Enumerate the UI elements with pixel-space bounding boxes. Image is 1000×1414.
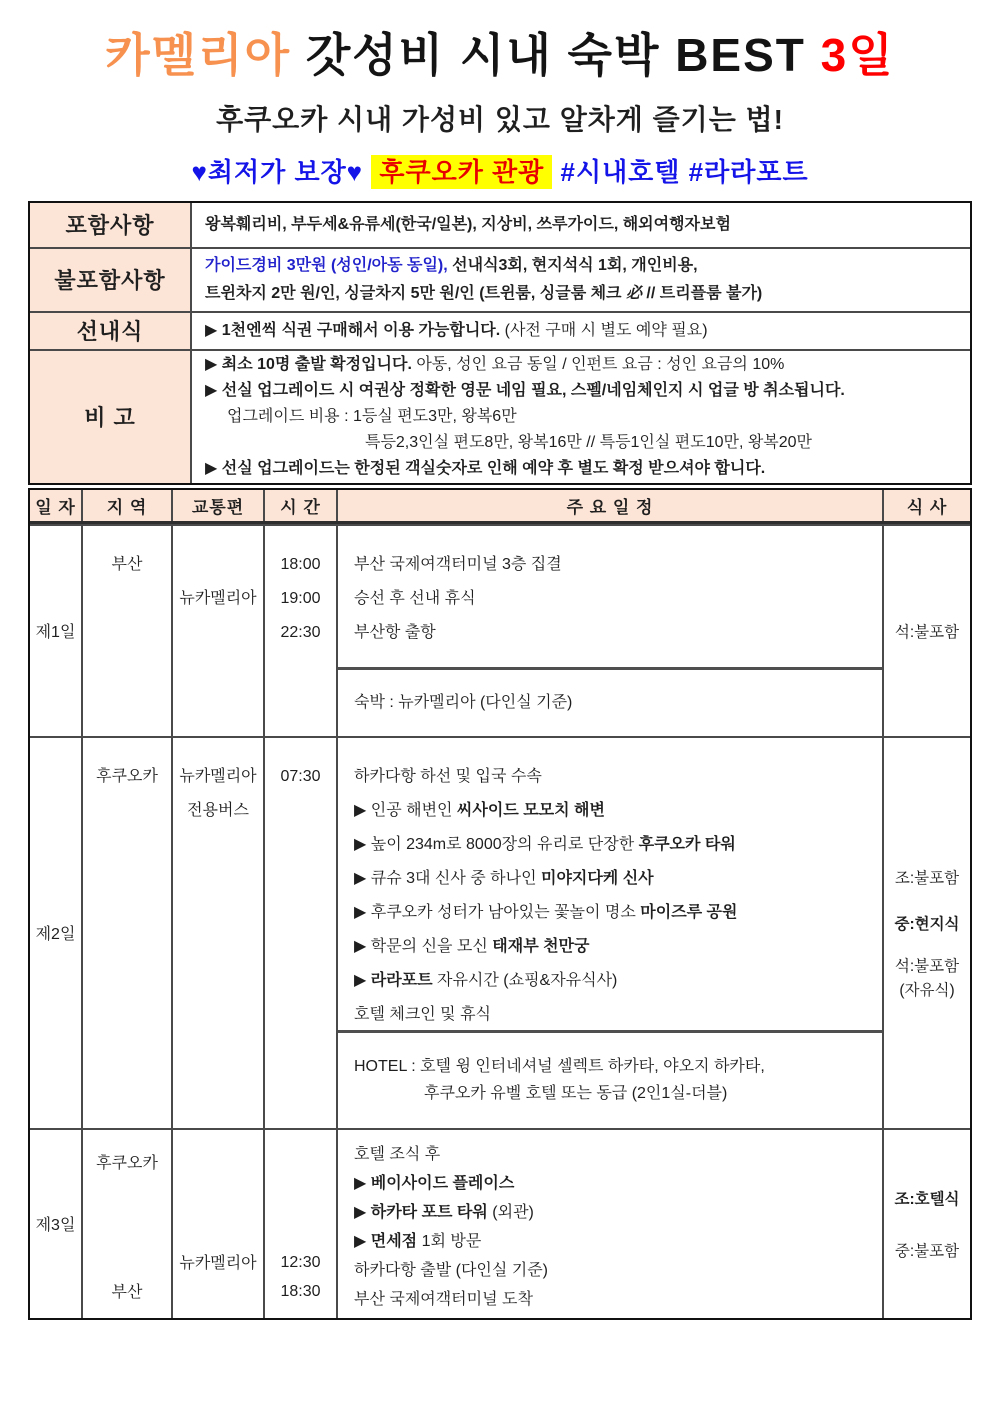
text-segment: 특등2,3인실 편도8만, 왕복16만 // 특등1인실 편도10만, 왕복20만 (365, 433, 813, 451)
info-line (205, 430, 960, 456)
text-segment: 부산 국제여객터미널 3층 집결 (354, 555, 562, 573)
schedule-line (354, 582, 882, 616)
info-line (205, 352, 960, 378)
info-line (205, 378, 960, 404)
region-cell (83, 738, 173, 1128)
schedule-line (354, 930, 882, 964)
schedule-line (354, 998, 882, 1032)
itinerary-header-row (30, 490, 970, 524)
text-segment: ▶ 인공 해변인 (354, 801, 457, 819)
time-cell (265, 526, 338, 736)
info-row-included (30, 203, 970, 249)
text-segment: 업그레이드 비용 : 1등실 편도3만, 왕복6만 (227, 407, 517, 425)
schedule-line (354, 794, 882, 828)
text-segment: ▶ 높이 234m로 8000장의 유리로 단장한 (354, 835, 639, 853)
transport-label: 뉴카멜리아 (179, 589, 257, 607)
text-segment: ▶ 1천엔씩 식권 구매해서 이용 가능합니다. (205, 321, 501, 339)
region-label: 부산 (111, 555, 143, 573)
itinerary-table (28, 488, 972, 1320)
lodging-block (338, 1030, 882, 1128)
schedule-line (354, 1169, 882, 1198)
time-label: 12:30 (280, 1253, 321, 1271)
text-segment: 카멜리아 (105, 29, 306, 81)
text-segment: ▶ (354, 1174, 371, 1192)
schedule-line (354, 1285, 882, 1314)
day-label: 제3일 (35, 1217, 76, 1235)
text-segment: ▶ 큐슈 3대 신사 중 하나인 (354, 869, 541, 887)
text-segment: 왕복훼리비, 부두세&유류세(한국/일본), 지상비, 쓰루가이드, 해외여행자보험 (205, 215, 731, 233)
text-segment: HOTEL : 호텔 윙 인터네셔널 셀렉트 하카타, 야오지 하카타, (354, 1058, 765, 1076)
schedule-line (354, 1140, 882, 1169)
schedule-block (338, 738, 882, 1030)
text-segment: ▶ (354, 1203, 371, 1221)
tagline (0, 152, 1000, 189)
info-row-onboard-meal (30, 313, 970, 351)
schedule-line (354, 862, 882, 896)
lodging-line (354, 689, 882, 716)
day-row-2 (30, 736, 970, 1128)
schedule-cell (338, 1130, 884, 1318)
schedule-line (354, 760, 882, 794)
meal-label (894, 1187, 959, 1209)
text-segment: // 트리플룸 불가) (641, 284, 763, 302)
schedule-cell (338, 738, 884, 1128)
schedule-line (354, 548, 882, 582)
text-segment: 호텔 조식 후 (354, 1145, 441, 1163)
text-segment: 자유시간 (쇼핑&자유식사) (432, 971, 618, 989)
text-segment: 면세점 (370, 1232, 418, 1250)
text-segment: 후쿠오카 타워 (638, 835, 736, 853)
schedule-block (338, 1130, 882, 1314)
text-segment: ▶ 선실 업그레이드 시 여권상 정확한 영문 네임 필요, 스펠/네임체인지 시 업글 방 취소됩니다. (205, 381, 845, 399)
transport-label: 뉴카멜리아 (179, 767, 257, 785)
meal-cell (884, 738, 970, 1128)
text-segment: 석:불포함 (894, 623, 960, 641)
time-label: 22:30 (280, 623, 321, 641)
schedule-cell (338, 526, 884, 736)
text-segment: 호텔 체크인 및 휴식 (354, 1005, 491, 1023)
text-segment: 부산 국제여객터미널 도착 (354, 1290, 533, 1308)
lodging-line (354, 1053, 882, 1080)
header-cell-schedule: 주 요 일 정 (338, 490, 884, 521)
text-segment: 조:불포함 (894, 869, 960, 887)
text-segment: 1회 방문 (417, 1232, 482, 1250)
info-line (205, 456, 960, 482)
schedule-block (338, 526, 882, 667)
transport-cell (173, 1130, 265, 1318)
text-segment: 중:불포함 (894, 1242, 960, 1260)
header-cell-region: 지 역 (83, 490, 173, 521)
text-segment: 트윈차지 2만 원/인, 싱글차지 5만 원/인 (트윈룸, 싱글룸 체크 (205, 284, 626, 302)
transport-label: 뉴카멜리아 (179, 1254, 257, 1272)
text-segment: 후쿠오카 관광 (371, 155, 552, 189)
meal-cell (884, 526, 970, 736)
schedule-line (354, 1227, 882, 1256)
meal-label (895, 620, 959, 642)
transport-label: 전용버스 (187, 801, 249, 819)
info-label: 불포함사항 (30, 249, 192, 311)
text-segment: 태재부 천만궁 (492, 937, 590, 955)
day-label-cell (30, 738, 83, 1128)
text-segment: 가이드경비 3만원 (성인/아동 동일), (205, 256, 448, 274)
region-label: 후쿠오카 (96, 767, 158, 785)
meal-label (895, 866, 959, 888)
meal-label (899, 978, 954, 1000)
text-segment: 하카다항 출발 (다인실 기준) (354, 1261, 549, 1279)
text-segment: 3일 (820, 29, 895, 81)
day-row-3 (30, 1128, 970, 1318)
schedule-line (354, 616, 882, 650)
schedule-line (354, 1198, 882, 1227)
page-title (0, 26, 1000, 86)
meal-label (895, 954, 959, 976)
text-segment: ▶ 최소 10명 출발 확정입니다. (205, 355, 412, 373)
page-subtitle: 후쿠오카 시내 가성비 있고 알차게 즐기는 법! (216, 103, 784, 135)
info-label: 포함사항 (30, 203, 192, 247)
info-content (192, 351, 970, 483)
day-label-cell (30, 526, 83, 736)
text-segment: 선내식3회, 현지석식 1회, 개인비용, (447, 256, 698, 274)
time-label: 07:30 (280, 767, 321, 785)
text-segment: (외관) (487, 1203, 534, 1221)
info-label: 비 고 (30, 351, 192, 483)
text-segment: ♥최저가 보장♥ (191, 156, 372, 187)
transport-cell (173, 526, 265, 736)
region-label: 후쿠오카 (96, 1154, 158, 1172)
text-segment: ▶ 후쿠오카 성터가 남아있는 꽃놀이 명소 (354, 903, 641, 921)
time-label: 18:00 (280, 555, 321, 573)
time-label: 19:00 (280, 589, 321, 607)
time-cell (265, 1130, 338, 1318)
region-cell (83, 1130, 173, 1318)
text-segment: 베이사이드 플레이스 (370, 1174, 515, 1192)
info-content (192, 313, 970, 349)
region-cell (83, 526, 173, 736)
header-cell-meal: 식 사 (906, 497, 948, 517)
meal-label (894, 912, 959, 934)
text-segment: 미야지다케 신사 (540, 869, 654, 887)
time-cell (265, 738, 338, 1128)
text-segment: 승선 후 선내 휴식 (354, 589, 476, 607)
text-segment: 라라포트 (370, 971, 433, 989)
text-segment: (자유식) (899, 981, 955, 999)
text-segment: 하카다항 하선 및 입국 수속 (354, 767, 542, 785)
text-segment: 마이즈루 공원 (640, 903, 738, 921)
text-segment: 아동, 성인 요금 동일 / 인펀트 요금 : 성인 요금의 10% (411, 355, 785, 373)
info-label: 선내식 (30, 313, 192, 349)
transport-cell (173, 738, 265, 1128)
schedule-line (354, 964, 882, 998)
text-segment: 후쿠오카 유벨 호텔 또는 동급 (2인1실-더블) (424, 1085, 728, 1103)
info-row-remarks (30, 351, 970, 483)
text-segment: ▶ (354, 1232, 371, 1250)
info-content (192, 249, 970, 311)
lodging-block (338, 667, 882, 736)
text-segment: 갓성비 시내 숙박 BEST (305, 29, 821, 81)
text-segment: 조:호텔식 (894, 1190, 960, 1208)
header-cell-time: 시 간 (265, 490, 338, 521)
info-line (205, 404, 960, 430)
day-row-1 (30, 524, 970, 736)
text-segment: ▶ (354, 971, 371, 989)
text-segment: #시내호텔 #라라포트 (552, 156, 809, 187)
info-line (205, 212, 960, 238)
text-segment: 부산항 출항 (354, 623, 436, 641)
text-segment: ▶ 학문의 신을 모신 (354, 937, 493, 955)
info-content (192, 203, 970, 247)
text-segment: ▶ 선실 업그레이드는 한정된 객실숫자로 인해 예약 후 별도 확정 받으셔야 합니다. (205, 459, 766, 477)
day-label: 제1일 (35, 624, 76, 642)
schedule-line (354, 896, 882, 930)
info-line (205, 280, 960, 308)
meal-cell (884, 1130, 970, 1318)
region-label: 부산 (111, 1283, 143, 1301)
meal-label (895, 1239, 959, 1261)
schedule-line (354, 1256, 882, 1285)
text-segment: 必 (625, 284, 642, 302)
info-line (205, 252, 960, 280)
text-segment: (사전 구매 시 별도 예약 필요) (500, 321, 708, 339)
text-segment: 중:현지식 (894, 915, 960, 933)
lodging-line (354, 1080, 882, 1107)
text-segment: 석:불포함 (894, 957, 960, 975)
text-segment: 숙박 : 뉴카멜리아 (다인실 기준) (354, 694, 573, 712)
text-segment: 하카타 포트 타워 (370, 1203, 488, 1221)
info-line (205, 318, 960, 344)
text-segment: 씨사이드 모모치 해변 (456, 801, 605, 819)
day-label: 제2일 (35, 926, 76, 944)
time-label: 18:30 (280, 1282, 321, 1300)
day-label-cell (30, 1130, 83, 1318)
header-cell-date: 일 자 (30, 490, 83, 521)
schedule-line (354, 828, 882, 862)
info-row-excluded (30, 249, 970, 313)
header-cell-transport: 교통편 (173, 490, 265, 521)
info-table (28, 201, 972, 485)
